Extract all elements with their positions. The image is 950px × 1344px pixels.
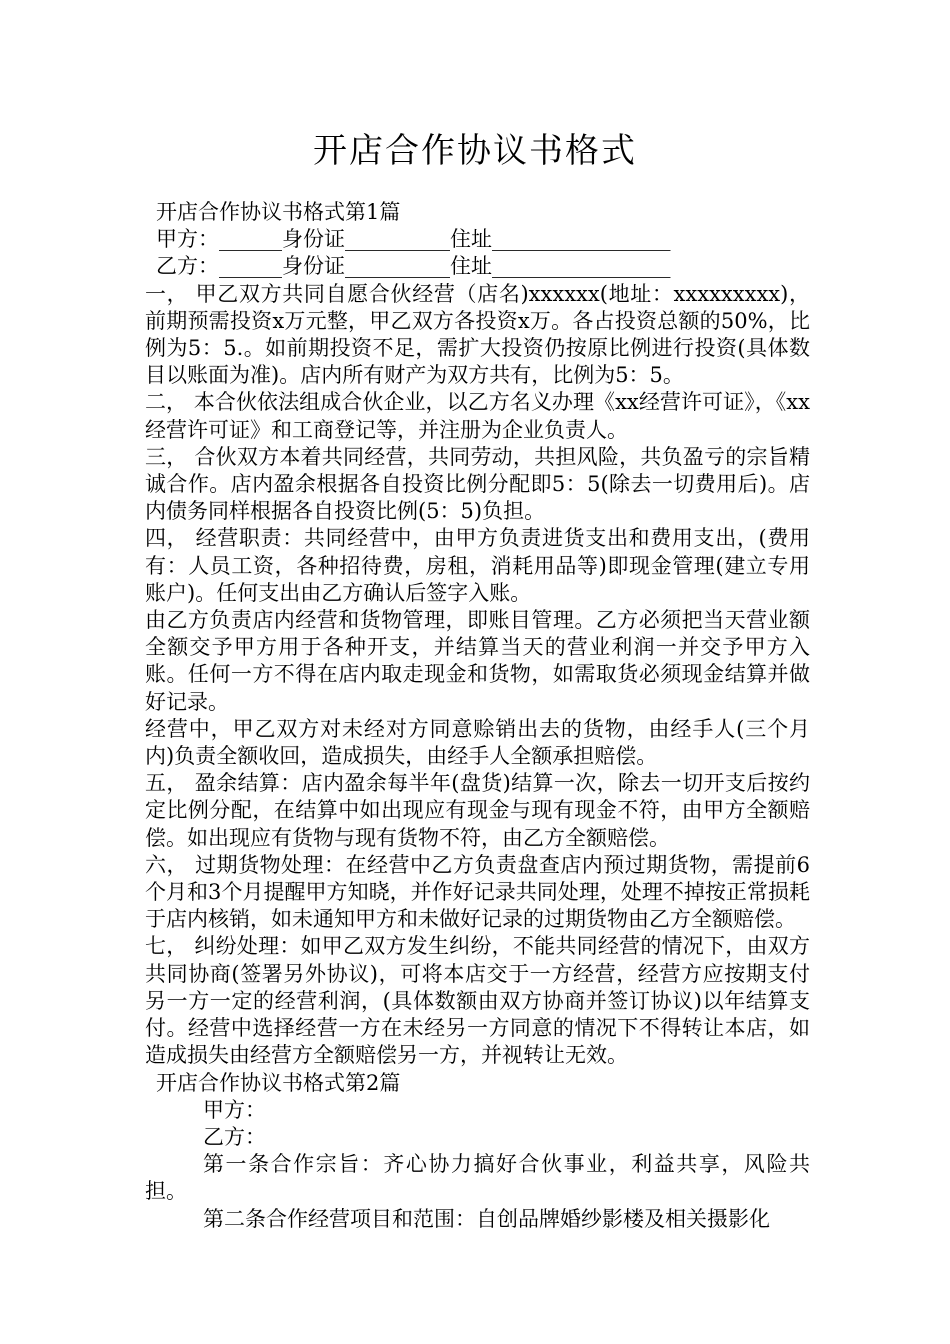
clause-4-detail-2: 经营中，甲乙双方对未经对方同意赊销出去的货物，由经手人(三个月内)负责全额收回，造成损失，由经手人全额承担赔偿。 [145,716,810,769]
article-2: 第二条合作经营项目和范围：自创品牌婚纱影楼及相关摄影化 [203,1206,770,1231]
party-b-label: 乙方： [203,1124,266,1149]
clause-1: 一， 甲乙双方共同自愿合伙经营（店名)xxxxxx(地址：xxxxxxxxx)，前期预需投资x万元整，甲乙双方各投资x万。各占投资总额的50%，比例为5：5.。如前期投资不足，需扩大投资仍按原比例进行投资(具体数目以账面为准)。店内所有财产为双方共有，比例为5：5。 [145,281,810,388]
article-1: 第一条合作宗旨：齐心协力搞好合伙事业，利益共享，风险共担。 [145,1152,810,1204]
party-b-line: 乙方：______身份证__________住址_________________ [156,254,671,279]
clause-2: 二， 本合伙依法组成合伙企业，以乙方名义办理《xx经营许可证》，《xx经营许可证》和工商登记等，并注册为企业负责人。 [145,390,810,442]
clause-5: 五， 盈余结算：店内盈余每半年(盘货)结算一次，除去一切开支后按约定比例分配，在结算中如出现应有现金与现有现金不符，由甲方全额赔偿。如出现应有货物与现有货物不符，由乙方全额赔偿。 [145,771,810,850]
clause-6: 六， 过期货物处理：在经营中乙方负责盘查店内预过期货物，需提前6个月和3个月提醒甲方知晓，并作好记录共同处理，处理不掉按正常损耗于店内核销，如未通知甲方和未做好记录的过期货物由乙方全额赔偿。 [145,852,810,932]
document-body [145,199,810,1233]
clause-4: 四， 经营职责：共同经营中，由甲方负责进货支出和费用支出，(费用有：人员工资，各种招待费，房租，消耗用品等)即现金管理(建立专用账户)。任何支出由乙方确认后签字入账。 [145,526,810,605]
party-a-line: 甲方：______身份证__________住址_________________ [156,227,671,252]
clause-3: 三， 合伙双方本着共同经营，共同劳动，共担风险，共负盈亏的宗旨精诚合作。店内盈余根据各自投资比例分配即5：5(除去一切费用后)。店内债务同样根据各自投资比例(5：5)负担。 [145,444,810,524]
party-a-label: 甲方： [203,1097,266,1122]
clause-4-detail-1: 由乙方负责店内经营和货物管理，即账目管理。乙方必须把当天营业额全额交予甲方用于各种开支，并结算当天的营业利润一并交予甲方入账。任何一方不得在店内取走现金和货物，如需取货必须现金结算并做好记录。 [145,608,810,714]
clause-7: 七， 纠纷处理：如甲乙双方发生纠纷，不能共同经营的情况下，由双方共同协商(签署另外协议)，可将本店交于一方经营，经营方应按期支付另一方一定的经营利润，(具体数额由双方协商并签订协议)以年结算支付。经营中选择经营一方在未经另一方同意的情况下不得转让本店，如造成损失由经营方全额赔偿另一方，并视转让无效。 [145,934,810,1068]
section-heading-1: 开店合作协议书格式第1篇 [156,200,401,224]
section-heading-2: 开店合作协议书格式第2篇 [156,1070,401,1095]
document-title: 开店合作协议书格式 [313,131,637,171]
